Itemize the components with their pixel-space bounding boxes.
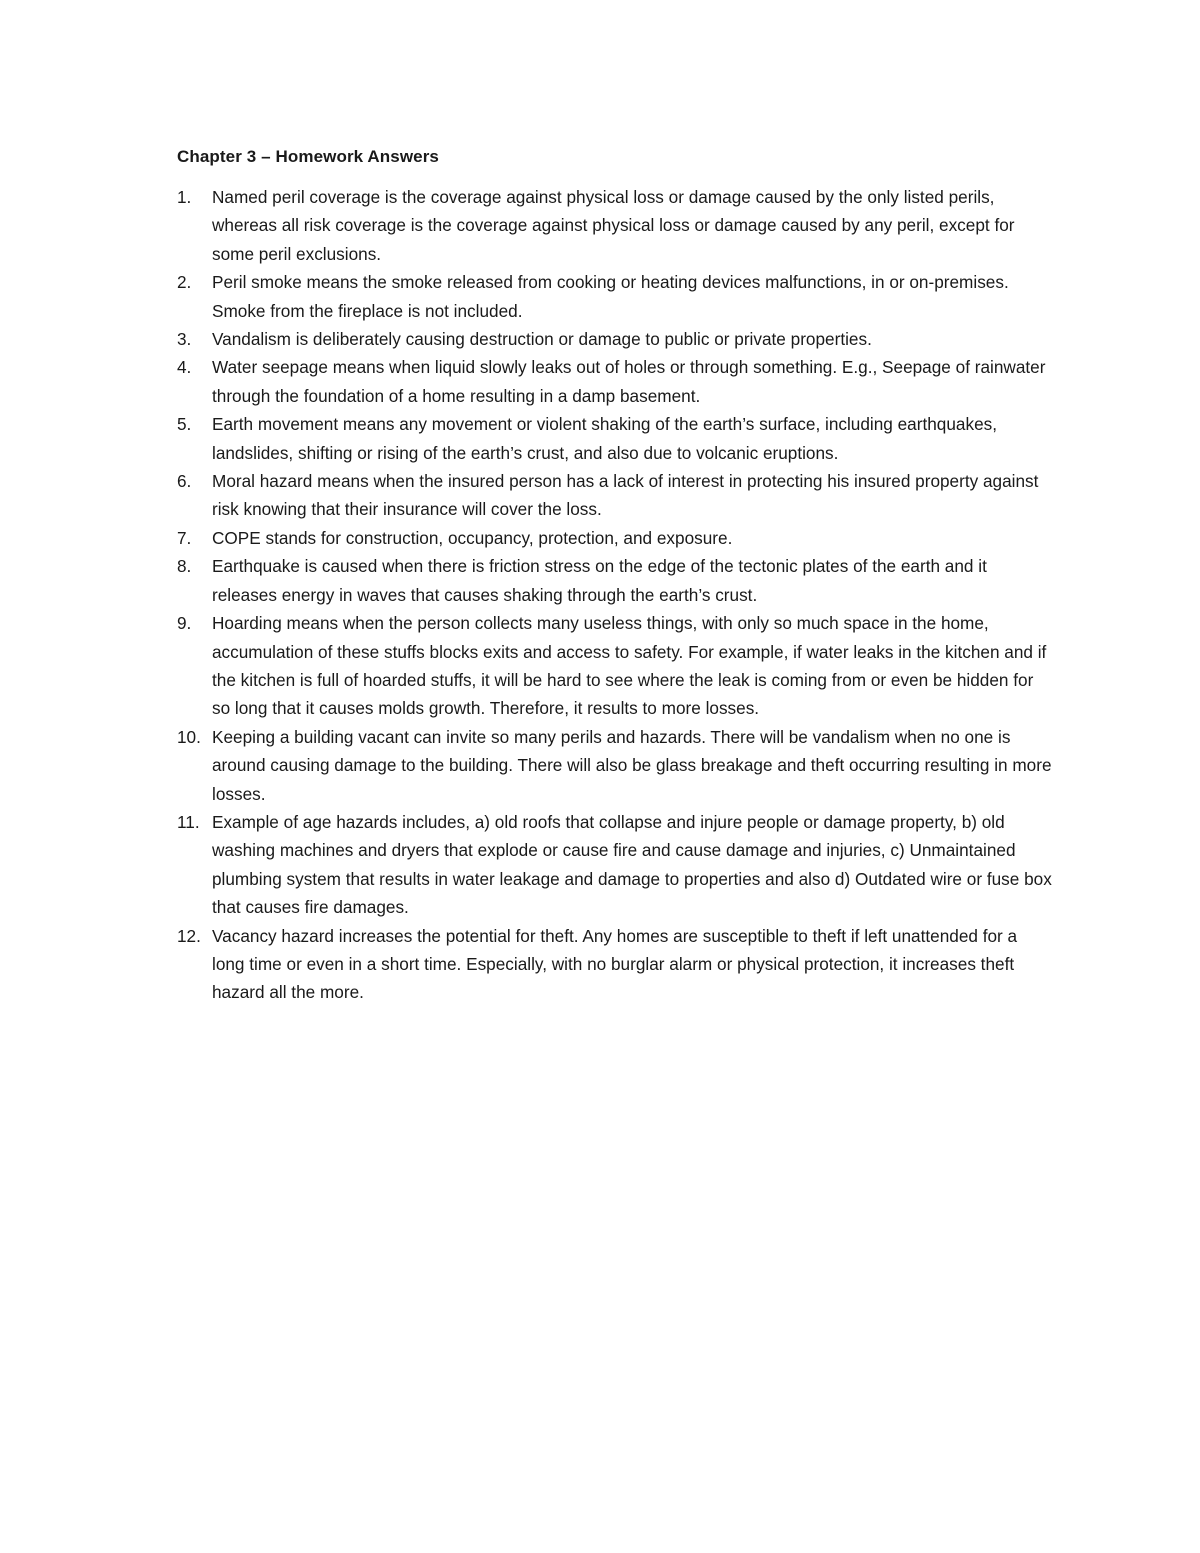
- answer-number: 1.: [177, 187, 192, 207]
- answer-number: 8.: [177, 556, 192, 577]
- answer-number: 3.: [177, 329, 192, 350]
- answer-number: 2.: [177, 272, 192, 293]
- answer-item-2: [177, 268, 1052, 325]
- answer-text: Water seepage means when liquid slowly leaks out of holes or through something. E.g., Seepage of rainwater through the foundation of a home resulting in a damp basement.: [212, 357, 1046, 406]
- answer-number: 7.: [177, 527, 192, 548]
- answer-text: COPE stands for construction, occupancy, protection, and exposure.: [212, 527, 733, 548]
- answer-text: Moral hazard means when the insured person has a lack of interest in protecting his insured property against risk knowing that their insurance will cover the loss.: [212, 471, 1039, 520]
- answer-text: Vacancy hazard increases the potential for theft. Any homes are susceptible to theft if left unattended for a long time or even in a short time. Especially, with no burglar alarm or physical protection, it increases theft hazard all the more.: [212, 925, 1018, 1003]
- answer-text: Keeping a building vacant can invite so many perils and hazards. There will be vandalism when no one is around causing damage to the building. There will also be glass breakage and theft occurring resulting in more losses.: [212, 726, 1052, 804]
- answer-number: 9.: [177, 613, 192, 634]
- answer-number: 6.: [177, 471, 192, 492]
- answer-text: Vandalism is deliberately causing destruction or damage to public or private properties.: [212, 329, 872, 350]
- answer-item-4: [177, 353, 1052, 410]
- answer-item-10: [177, 723, 1052, 808]
- answer-text: Named peril coverage is the coverage against physical loss or damage caused by the only listed perils, whereas all risk coverage is the coverage against physical loss or damage caused by any peril, except for some peril exclusions.: [212, 187, 1015, 264]
- answer-item-9: [177, 609, 1052, 723]
- answer-text: Earthquake is caused when there is friction stress on the edge of the tectonic plates of the earth and it releases energy in waves that causes shaking through the earth’s crust.: [212, 556, 987, 605]
- answer-text: Hoarding means when the person collects many useless things, with only so much space in the home, accumulation of these stuffs blocks exits and access to safety. For example, if water leaks in the kitchen and if the kitchen is full of hoarded stuffs, it will be hard to see where the leak is coming from or even be hidden for so long that it causes molds growth. Therefore, it results to more losses.: [212, 613, 1047, 719]
- answer-number: 4.: [177, 357, 192, 378]
- answer-text: Example of age hazards includes, a) old roofs that collapse and injure people or damage property, b) old washing machines and dryers that explode or cause fire and cause damage and injuries, c) Unmaintained plumbing system that results in water leakage and damage to properties and also d) Outdated wire or fuse box that causes fire damages.: [212, 811, 1052, 918]
- answer-number: 11.: [177, 811, 200, 832]
- answer-text: Peril smoke means the smoke released from cooking or heating devices malfunctions, in or on-premises. Smoke from the fireplace is not included.: [212, 272, 1009, 321]
- answer-list: [177, 183, 1052, 1007]
- answer-item-11: [177, 808, 1052, 922]
- answer-item-5: [177, 410, 1052, 467]
- answer-number: 12.: [177, 925, 201, 946]
- answer-number: 10.: [177, 726, 201, 747]
- document-title: Chapter 3 – Homework Answers: [177, 147, 439, 166]
- answer-item-7: [177, 524, 1052, 552]
- answer-item-6: [177, 467, 1052, 524]
- answer-item-3: [177, 325, 1052, 353]
- answer-text: Earth movement means any movement or violent shaking of the earth’s surface, including earthquakes, landslides, shifting or rising of the earth’s crust, and also due to volcanic eruptions.: [212, 414, 998, 463]
- answer-item-12: [177, 922, 1052, 1007]
- document-body: [177, 143, 1052, 1007]
- answer-item-8: [177, 552, 1052, 609]
- answer-number: 5.: [177, 414, 192, 435]
- answer-item-1: [177, 183, 1052, 268]
